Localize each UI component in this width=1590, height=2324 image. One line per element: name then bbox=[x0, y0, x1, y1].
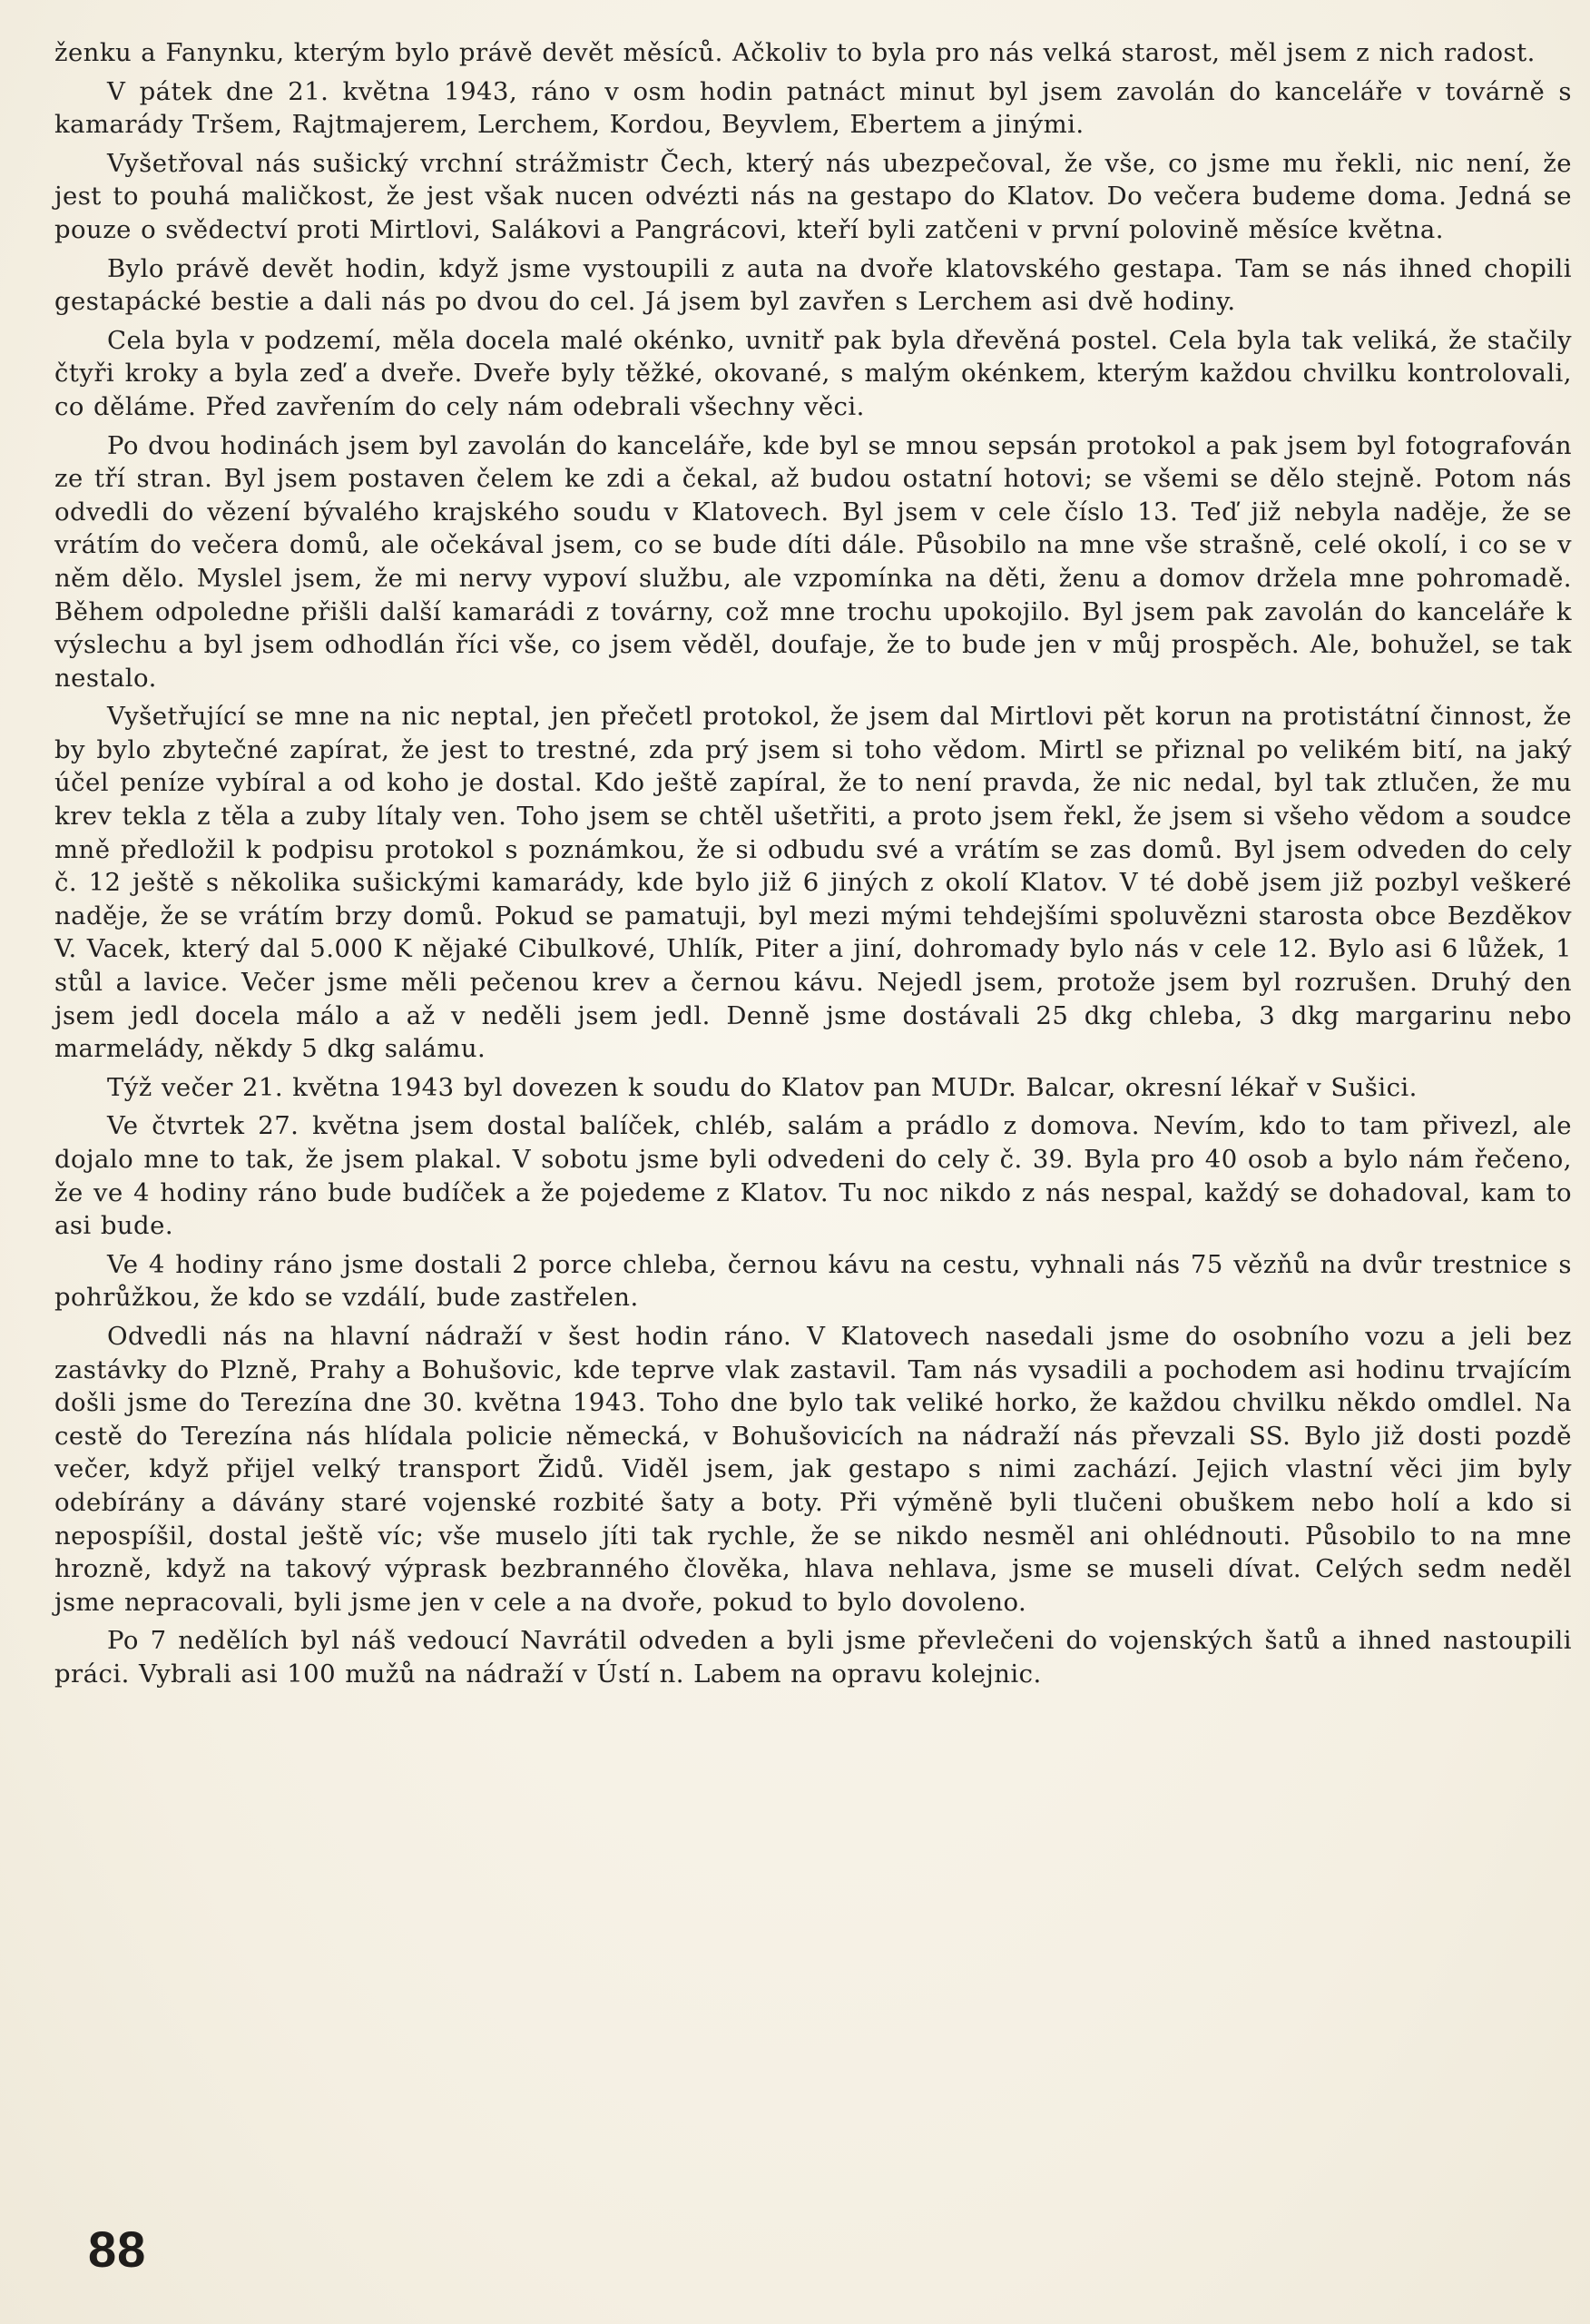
paragraph-2: V pátek dne 21. května 1943, ráno v osm hodin patnáct minut byl jsem zavolán do kanceláře v továrně s kamarády Tršem, Rajtmajerem, Lerchem, Kordou, Beyvlem, Ebertem a jinými. bbox=[54, 76, 1572, 140]
paragraph-11: Odvedli nás na hlavní nádraží v šest hodin ráno. V Klatovech nasedali jsme do osobního vozu a jeli bez zastávky do Plzně, Prahy a Bohušovic, kde teprve vlak zastavil. Tam nás vysadili a pochodem asi hodinu trvajícím došli jsme do Terezína dne 30. května 1943. Toho dne bylo tak veliké horko, že každou chvilku někdo omdlel. Na cestě do Terezína nás hlídala policie německá, v Bohušovicích na nádraží nás převzali SS. Bylo již dosti pozdě večer, když přijel velký transport Židů. Viděl jsem, jak gestapo s nimi zachází. Jejich vlastní věci jim byly odebírány a dávány staré vojenské rozbité šaty a boty. Při výměně byli tlučeni obuškem nebo holí a kdo si nepospíšil, dostal ještě víc; vše muselo jíti tak rychle, že se nikdo nesměl ani ohlédnouti. Působilo to na mne hrozně, když na takový výprask bezbranného člověka, hlava nehlava, jsme se museli dívat. Celých sedm neděl jsme nepracovali, byli jsme jen v cele a na dvoře, pokud to bylo dovoleno. bbox=[54, 1321, 1572, 1617]
paragraph-10: Ve 4 hodiny ráno jsme dostali 2 porce chleba, černou kávu na cestu, vyhnali nás 75 vězňů na dvůr trestnice s pohrůžkou, že kdo se vzdálí, bude zastřelen. bbox=[54, 1249, 1572, 1313]
paragraph-6: Po dvou hodinách jsem byl zavolán do kanceláře, kde byl se mnou sepsán protokol a pak jsem byl fotografován ze tří stran. Byl jsem postaven čelem ke zdi a čekal, až budou ostatní hotovi; se všemi se dělo stejně. Potom nás odvedli do vězení bývalého krajského soudu v Klatovech. Byl jsem v cele číslo 13. Teď již nebyla naděje, že se vrátím do večera domů, ale očekával jsem, co se bude díti dále. Působilo na mne vše strašně, celé okolí, i co se v něm dělo. Myslel jsem, že mi nervy vypoví službu, ale vzpomínka na děti, ženu a domov držela mne pohromadě. Během odpoledne přišli další kamarádi z továrny, což mne trochu upokojilo. Byl jsem pak zavolán do kanceláře k výslechu a byl jsem odhodlán říci vše, co jsem věděl, doufaje, že to bude jen v můj prospěch. Ale, bohužel, se tak nestalo. bbox=[54, 430, 1572, 693]
paragraph-3: Vyšetřoval nás sušický vrchní strážmistr Čech, který nás ubezpečoval, že vše, co jsme mu řekli, nic není, že jest to pouhá maličkost, že jest však nucen odvézti nás na gestapo do Klatov. Do večera budeme doma. Jedná se pouze o svědectví proti Mirtlovi, Salákovi a Pangrácovi, kteří byli zatčeni v první polovině měsíce května. bbox=[54, 148, 1572, 244]
paragraph-8: Týž večer 21. května 1943 byl dovezen k soudu do Klatov pan MUDr. Balcar, okresní lékař v Sušici. bbox=[107, 1072, 1418, 1102]
paragraph-5: Cela byla v podzemí, měla docela malé okénko, uvnitř pak byla dřevěná postel. Cela byla tak veliká, že stačily čtyři kroky a byla zeď a dveře. Dveře byly těžké, okované, s malým okénkem, kterým každou chvilku kontrolovali, co děláme. Před zavřením do cely nám odebrali všechny věci. bbox=[54, 325, 1572, 421]
body-text bbox=[54, 36, 1572, 1697]
paragraph-7: Vyšetřující se mne na nic neptal, jen přečetl protokol, že jsem dal Mirtlovi pět korun na protistátní činnost, že by bylo zbytečné zapírat, že jest to trestné, zda prý jsem si toho vědom. Mirtl se přiznal po velikém bití, na jaký účel peníze vybíral a od koho je dostal. Kdo ještě zapíral, že to není pravda, že nic nedal, byl tak ztlučen, že mu krev tekla z těla a zuby lítaly ven. Toho jsem se chtěl ušetřiti, a proto jsem řekl, že jsem si všeho vědom a soudce mně předložil k podpisu protokol s poznámkou, že si odbudu své a vrátím se zas domů. Byl jsem odveden do cely č. 12 ještě s několika sušickými kamarády, kde bylo již 6 jiných z okolí Klatov. V té době jsem již pozbyl veškeré naděje, že se vrátím brzy domů. Pokud se pamatuji, byl mezi mými tehdejšími spoluvězni starosta obce Bezděkov V. Vacek, který dal 5.000 K nějaké Cibulkové, Uhlík, Piter a jiní, dohromady bylo nás v cele 12. Bylo asi 6 lůžek, 1 stůl a lavice. Večer jsme měli pečenou krev a černou kávu. Nejedl jsem, protože jsem byl rozrušen. Druhý den jsem jedl docela málo a až v neděli jsem jedl. Denně jsme dostávali 25 dkg chleba, 3 dkg margarinu nebo marmelády, někdy 5 dkg salámu. bbox=[54, 702, 1572, 1064]
paragraph-1: ženku a Fanynku, kterým bylo právě devět měsíců. Ačkoliv to byla pro nás velká starost, měl jsem z nich radost. bbox=[54, 38, 1536, 67]
paragraph-12: Po 7 nedělích byl náš vedoucí Navrátil odveden a byli jsme převlečeni do vojenských šatů a ihned nastoupili práci. Vybrali asi 100 mužů na nádraží v Ústí n. Labem na opravu kolejnic. bbox=[54, 1626, 1572, 1689]
paragraph-4: Bylo právě devět hodin, když jsme vystoupili z auta na dvoře klatovského gestapa. Tam se nás ihned chopili gestapácké bestie a dali nás po dvou do cel. Já jsem byl zavřen s Lerchem asi dvě hodiny. bbox=[54, 253, 1572, 317]
page-number: 88 bbox=[88, 2221, 147, 2278]
paragraph-9: Ve čtvrtek 27. května jsem dostal balíček, chléb, salám a prádlo z domova. Nevím, kdo to tam přivezl, ale dojalo mne to tak, že jsem plakal. V sobotu jsme byli odvedeni do cely č. 39. Byla pro 40 osob a bylo nám řečeno, že ve 4 hodiny ráno bude budíček a že pojedeme z Klatov. Tu noc nikdo z nás nespal, každý se dohadoval, kam to asi bude. bbox=[54, 1111, 1572, 1241]
